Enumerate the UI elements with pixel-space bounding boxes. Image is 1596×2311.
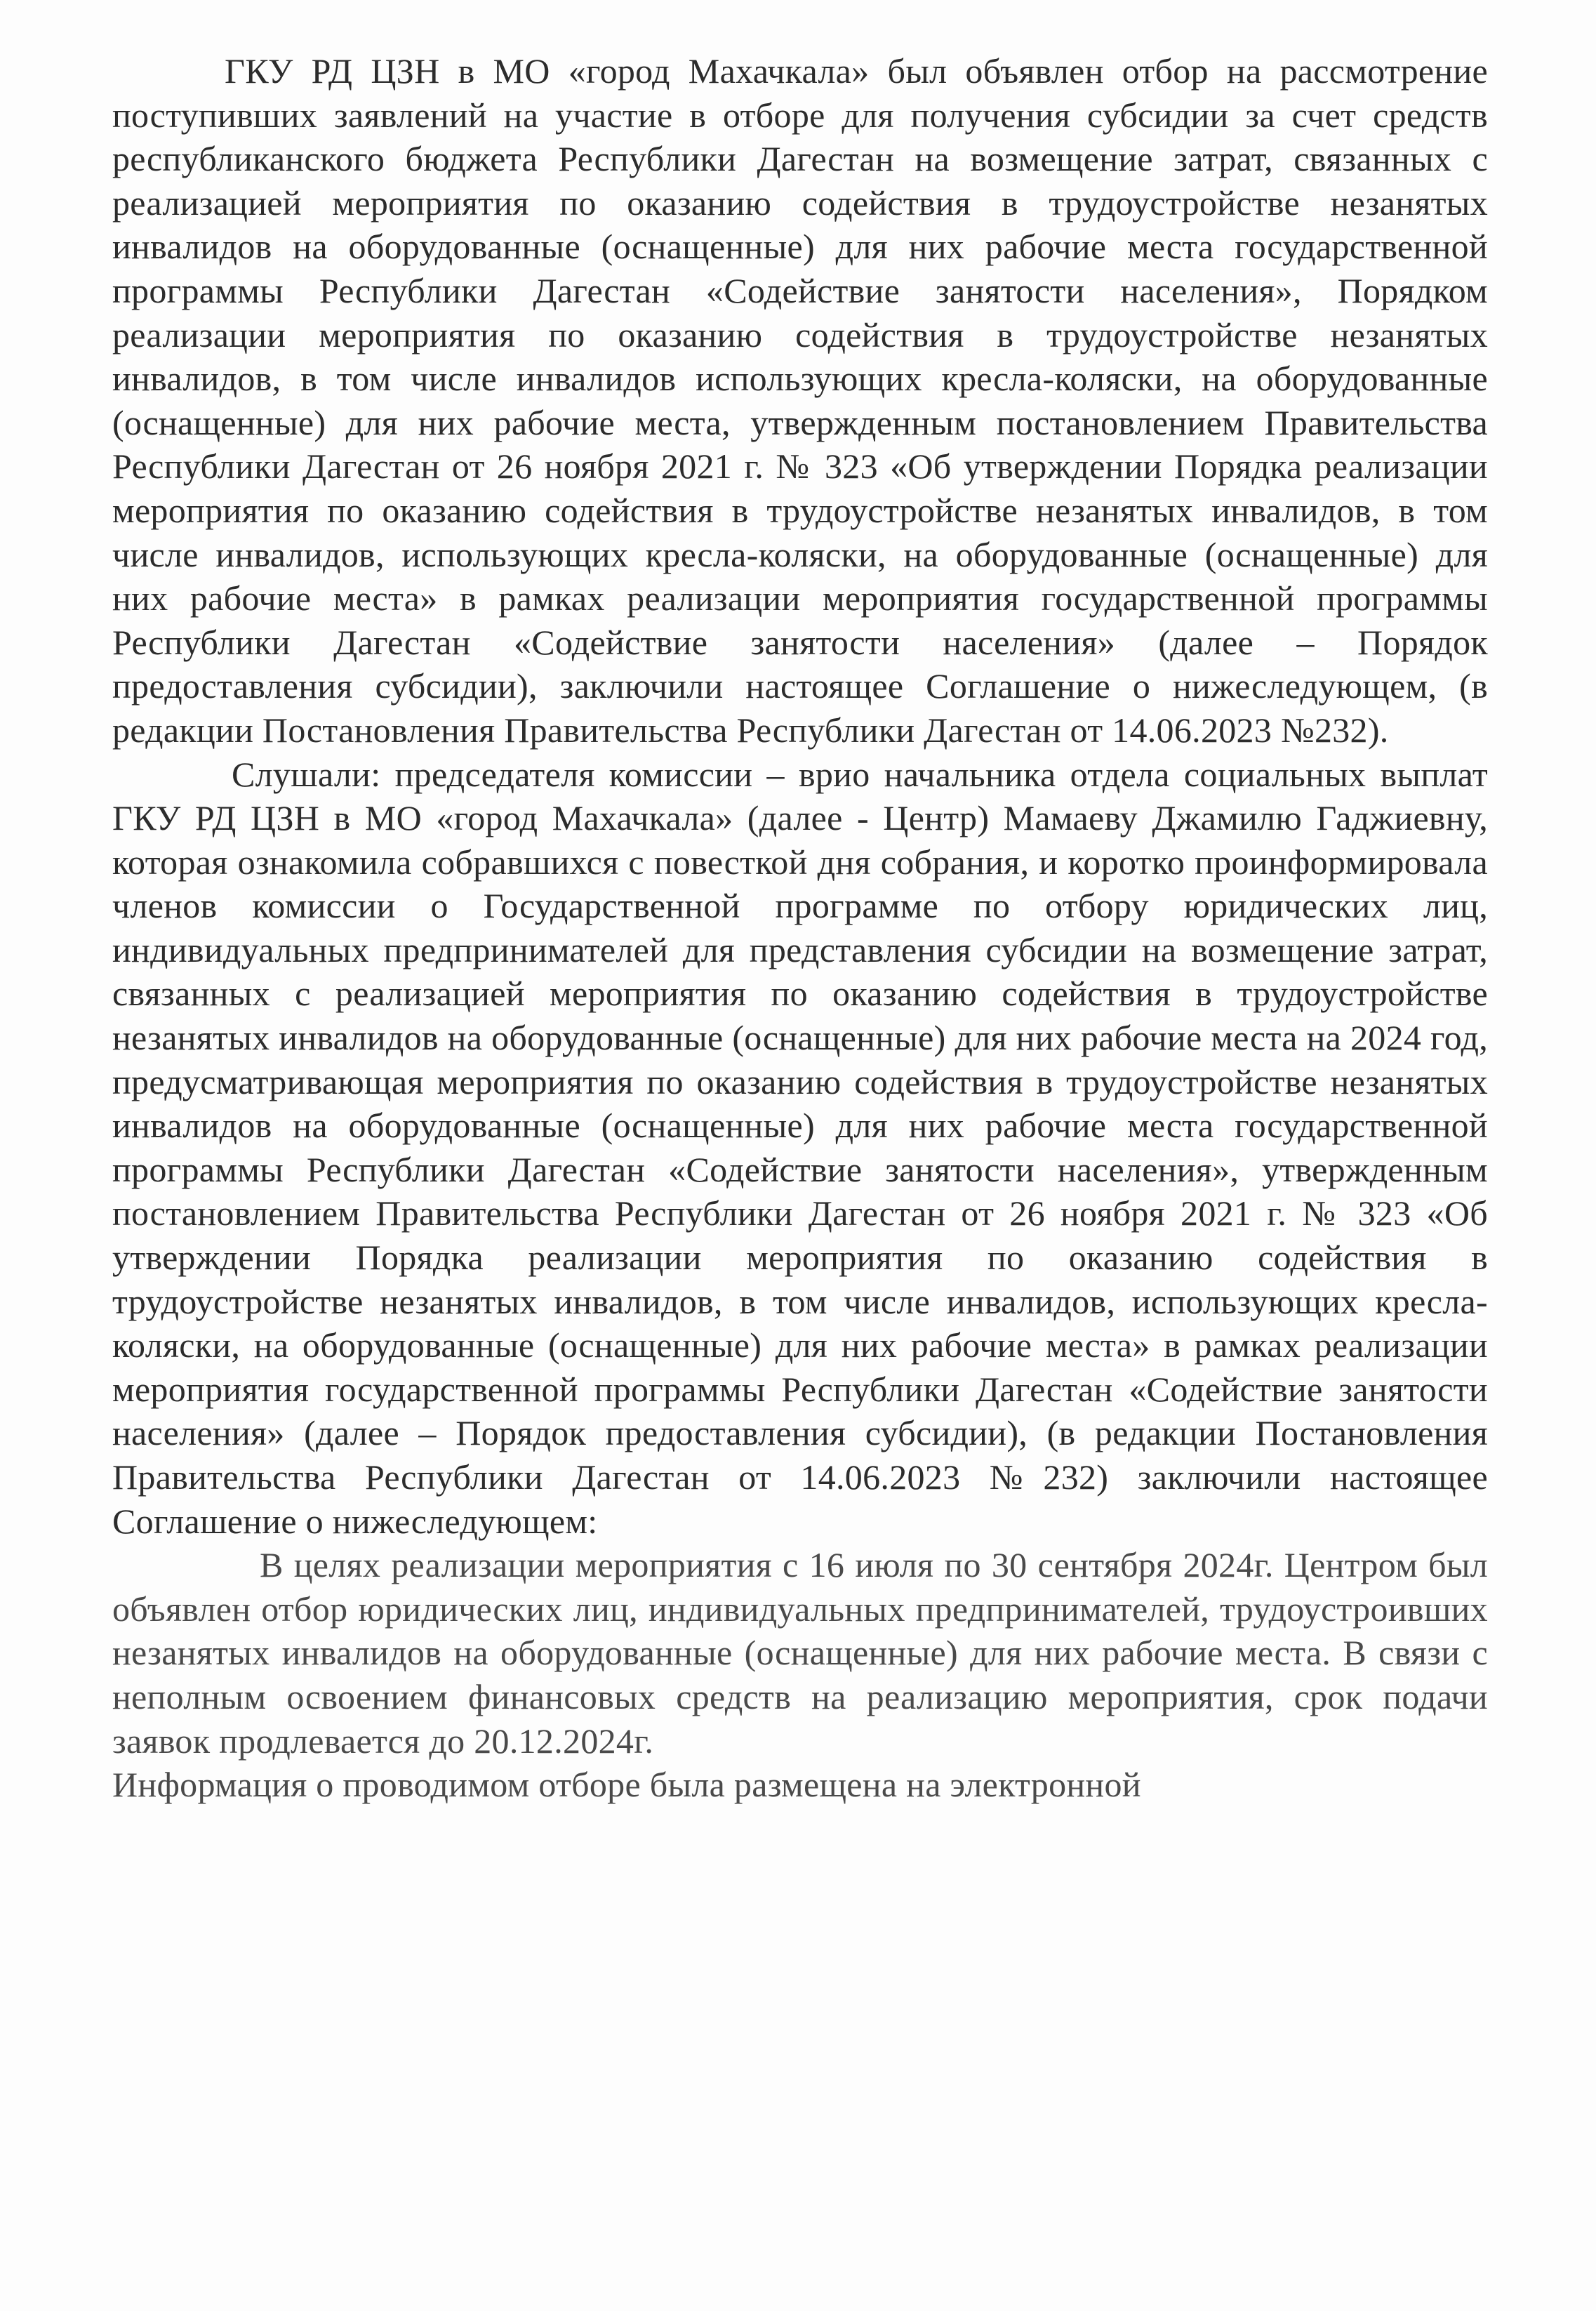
paragraph-selection-period: В целях реализации мероприятия с 16 июля по 30 сентября 2024г. Центром был объявлен отбор юридических лиц, индивидуальных предпринимателей, трудоустроивших незанятых инвалидов на оборудованные (оснащенные) для них рабочие места. В связи с неполным освоением финансовых средств на реализацию мероприятия, срок подачи заявок продлевается до 20.12.2024г. <box>112 1545 1488 1761</box>
paragraph-hearing: Слушали: председателя комиссии – врио начальника отдела социальных выплат ГКУ РД ЦЗН в МО «город Махачкала» (далее - Центр) Мамаеву Джамилю Гаджиевну, которая ознакомила собравшихся с повесткой дня собрания, и коротко проинформировала членов комиссии о Государственной программе по отбору юридических лиц, индивидуальных предпринимателей для представления субсидии на возмещение затрат, связанных с реализацией мероприятия по оказанию содействия в трудоустройстве незанятых инвалидов на оборудованные (оснащенные) для них рабочие места на 2024 год, предусматривающая мероприятия по оказанию содействия в трудоустройстве незанятых инвалидов на оборудованные (оснащенные) для них рабочие места государственной программы Республики Дагестан «Содействие занятости населения», утвержденным постановлением Правительства Республики Дагестан от 26 ноября 2021 г. № 323 «Об утверждении Порядка реализации мероприятия по оказанию содействия в трудоустройстве незанятых инвалидов, в том числе инвалидов, использующих кресла-коляски, на оборудованные (оснащенные) для них рабочие места» в рамках реализации мероприятия государственной программы Республики Дагестан «Содействие занятости населения» (далее – Порядок предоставления субсидии), (в редакции Постановления Правительства Республики Дагестан от 14.06.2023 №232) заключили настоящее Соглашение о нижеследующем: <box>112 754 1488 1541</box>
paragraph-information: Информация о проводимом отборе была размещена на электронной <box>112 1765 1141 1805</box>
paragraph-announcement: ГКУ РД ЦЗН в МО «город Махачкала» был объявлен отбор на рассмотрение поступивших заявлений на участие в отборе для получения субсидии за счет средств республиканского бюджета Республики Дагестан на возмещение затрат, связанных с реализацией мероприятия по оказанию содействия в трудоустройстве незанятых инвалидов на оборудованные (оснащенные) для них рабочие места государственной программы Республики Дагестан «Содействие занятости населения», Порядком реализации мероприятия по оказанию содействия в трудоустройстве незанятых инвалидов, в том числе инвалидов использующих кресла-коляски, на оборудованные (оснащенные) для них рабочие места, утвержденным постановлением Правительства Республики Дагестан от 26 ноября 2021 г. № 323 «Об утверждении Порядка реализации мероприятия по оказанию содействия в трудоустройстве незанятых инвалидов, в том числе инвалидов, использующих кресла-коляски, на оборудованные (оснащенные) для них рабочие места» в рамках реализации мероприятия государственной программы Республики Дагестан «Содействие занятости населения» (далее – Порядок предоставления субсидии), заключили настоящее Соглашение о нижеследующем, (в редакции Постановления Правительства Республики Дагестан от 14.06.2023 №232). <box>112 51 1488 750</box>
document-body <box>112 49 1488 1807</box>
